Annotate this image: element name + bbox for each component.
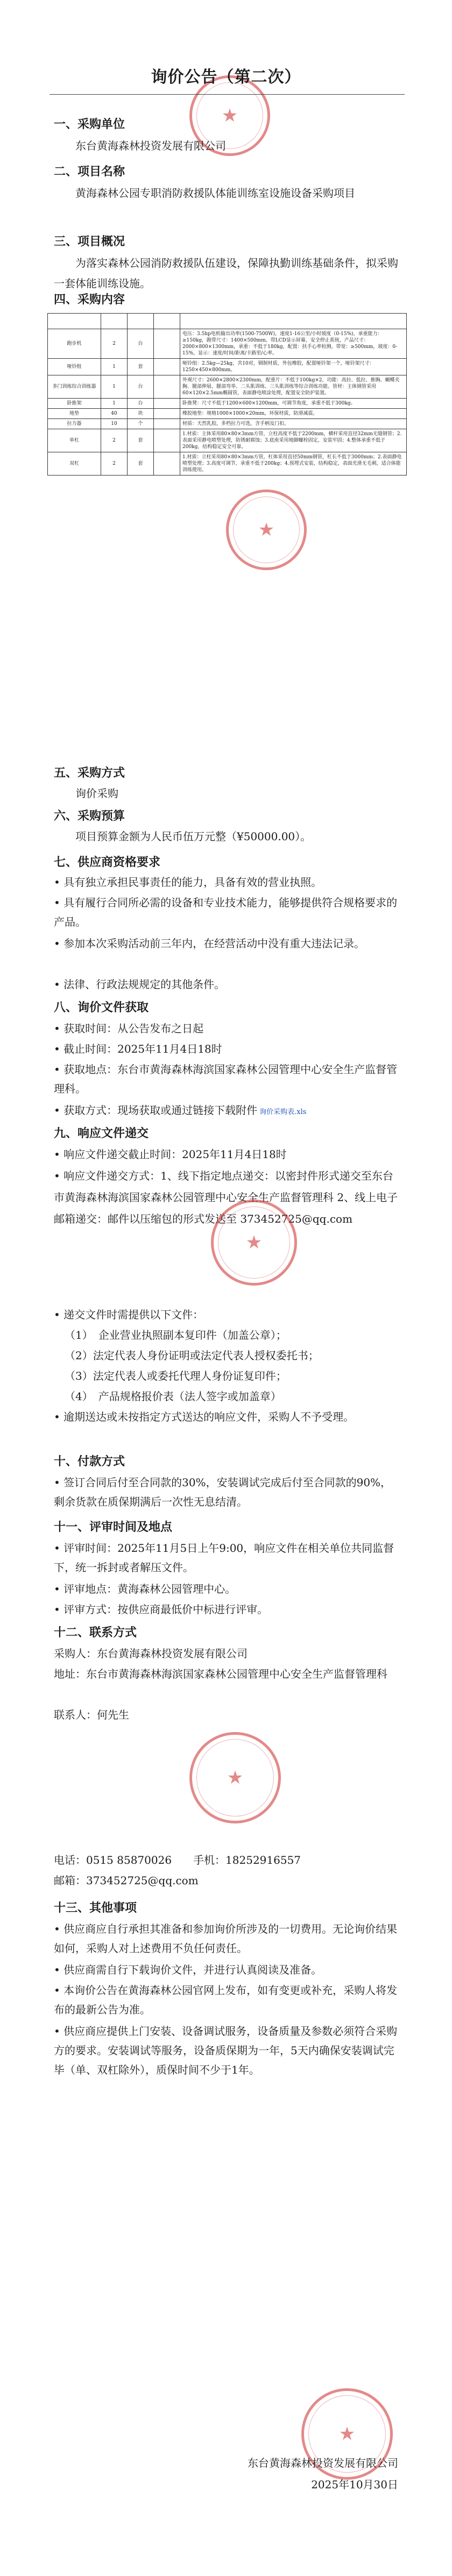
official-seal-top: ★ [189,75,270,156]
table-cell: 材质：天然乳胶，多档拉力可选，含手柄及门扣。 [180,419,407,429]
table-cell: 哑铃组 [48,359,101,375]
list-item: • 获取时间：从公告发布之日起 [54,1022,204,1035]
list-item: • 递交文件时需提供以下文件： [54,1308,204,1321]
table-cell: 1 [101,359,128,375]
table-row [48,399,407,409]
table-header-cell [154,314,180,329]
signature-org: 东台黄海森林投资发展有限公司 [248,2457,398,2469]
official-seal-middle: ★ [211,1200,297,1286]
contact-line: 邮箱：373452725@qq.com [54,1874,199,1887]
table-cell: 2 [101,429,128,452]
table-cell: 10 [101,419,128,429]
table-cell: 台 [128,329,154,359]
section-heading: 八、询价文件获取 [54,1000,149,1014]
document-item: （3）法定代表人或委托代理人身份证复印件； [65,1369,287,1382]
table-cell: 多门训练综合训练器 [48,375,101,399]
table-cell [154,399,180,409]
section-heading: 七、供应商资格要求 [54,855,161,869]
list-item: • 评审地点：黄海森林公园管理中心。 [54,1582,236,1595]
table-cell: 外观尺寸：2600×2800×2300mm，配重片：不低于100kg×2，功能：高拉、低拉、推胸、蝴蝶夹胸、腿部伸展、腿部弯举、二头肌训练、三头肌训练等综合训练功能。管材：主体钢管采用60×120×2.5mm椭圆管，表面静电喷涂处理，配置安全防护装置。 [180,375,407,399]
list-item: • 响应文件递交方式：1、线下指定地点递交：以密封件形式递交至东台市黄海森林海滨国家森林公园管理中心安全生产监督管理科 2、线上电子邮箱递交：邮件以压缩包的形式发送至 373452725@qq.com [54,1169,398,1225]
table-cell [154,419,180,429]
table-cell: 套 [128,359,154,375]
table-cell: 卧推凳：尺寸不低于1200×600×1200mm，可调节角度，承重不低于300kg。 [180,399,407,409]
section-body: 询价采购 [75,787,118,800]
section-heading: 十三、其他事项 [54,1901,137,1915]
section-body: 黄海森林公园专职消防救援队体能训练室设施设备采购项目 [75,187,355,200]
table-cell: 个 [128,419,154,429]
list-item: • 获取地点：东台市黄海森林海滨国家森林公园管理中心安全生产监督管理科。 [54,1063,398,1095]
table-cell: 套 [128,452,154,476]
list-item: • 签订合同后付至合同款的30%，安装调试完成后付至合同款的90%，剩余货款在质保期满后一次性无息结清。 [54,1476,392,1508]
table-cell: 2 [101,452,128,476]
section-body: 东台黄海森林投资发展有限公司 [75,139,226,152]
table-cell: 电压：3.5hp电机输出功率(1500-7500W)，速度1-16公里/小时坡度（0-15%)，承重能力：≥150kg，跑带尺寸：1400×500mm，带LCD显示屏幕，安全停止系统，产品尺寸：2000×800×1300mm，承重：不低于180kg，配置：扶手心率检测，带宽：≥500mm，坡度：0-15%，显示：速度/时间/距离/卡路里/心率。 [180,329,407,359]
table-cell [154,452,180,476]
official-seal-table: ★ [226,489,307,570]
table-row [48,359,407,375]
table-row [48,452,407,476]
page-title: 询价公告（第二次） [151,68,301,87]
document-item: （4） 产品规格报价表（法人签字或加盖章） [65,1390,281,1403]
table-cell: 台 [128,399,154,409]
list-item: • 逾期送达或未按指定方式送达的响应文件，采购人不予受理。 [54,1410,355,1423]
list-item: • 评审方式：按供应商最低价中标进行评审。 [54,1603,269,1616]
table-cell [154,329,180,359]
table-header-cell [128,314,154,329]
list-item: • 供应商应自行承担其准备和参加询价所涉及的一切费用。无论询价结果如何，采购人对上述费用不负任何责任。 [54,1922,398,1955]
table-cell: 1 [101,399,128,409]
procurement-table [47,313,407,476]
list-item: • 本询价公告在黄海森林公园官网上发布，如有变更或补充，采购人将发布的最新公告为准。 [54,1984,398,2016]
list-item: • 具有独立承担民事责任的能力，具备有效的营业执照。 [54,876,322,889]
list-item: • 法律、行政法规规定的其他条件。 [54,978,225,991]
table-cell: 哑铃组：2.5kg—25kg，共10对，钢制材质，外包橡胶，配置哑铃架一个，哑铃架尺寸：1250×450×800mm。 [180,359,407,375]
section-heading: 五、采购方式 [54,766,125,780]
table-cell: 橡胶地垫：规格1000×1000×20mm，环保材质，防滑减震。 [180,409,407,419]
section-body: 项目预算金额为人民币伍万元整（¥50000.00）。 [75,830,312,843]
list-item: • 具有履行合同所必需的设备和专业技术能力，能够提供符合规格要求的产品。 [54,896,398,928]
table-cell: 1.材质：立柱采用80×80×3mm方管，杠体采用直径50mm钢管，杠长不低于3000mm；2.表面静电喷塑处理；3.高度可调节，承重不低于200kg；4.预埋式安装，结构稳定，表面光滑无毛刺，适合体能训练使用。 [180,452,407,476]
section-body: 为落实森林公园消防救援队伍建设，保障执勤训练基础条件，拟采购一套体能训练设施。 [54,257,398,290]
section-heading: 三、项目概况 [54,235,125,249]
table-cell: 40 [101,409,128,419]
list-item: • 响应文件递交截止时间：2025年11月4日18时 [54,1148,287,1161]
table-cell: 套 [128,429,154,452]
table-cell: 台 [128,375,154,399]
section-heading: 十一、评审时间及地点 [54,1520,173,1534]
table-cell: 跑步机 [48,329,101,359]
table-header-cell [101,314,128,329]
table-cell: 卧推架 [48,399,101,409]
table-cell [154,429,180,452]
official-seal-contact: ★ [189,1732,281,1823]
contact-line: 联系人：何先生 [54,1708,129,1721]
list-item: • 评审时间：2025年11月5日上午9:00，响应文件在相关单位共同监督下，统一拆封或者解压文件。 [54,1542,394,1574]
table-cell: 1.材质：主体采用80×80×3mm方管，立柱高度不低于2200mm，横杆采用直径32mm无缝钢管；2.表面采用静电喷塑处理，防锈耐腐蚀；3.底座采用地脚螺栓固定，安装牢固；4.整体承重不低于200kg，结构稳定安全可靠。 [180,429,407,452]
table-header-cell [48,314,101,329]
table-cell: 地垫 [48,409,101,419]
contact-line: 地址：东台市黄海森林海滨国家森林公园管理中心安全生产监督管理科 [54,1667,387,1680]
document-item: （1） 企业营业执照副本复印件（加盖公章）； [65,1329,287,1342]
table-row [48,409,407,419]
table-cell: 1 [101,375,128,399]
table-cell: 双杠 [48,452,101,476]
table-cell [154,409,180,419]
official-seal-signature: ★ [301,2388,393,2480]
table-cell [154,359,180,375]
document-item: （2）法定代表人身份证明或法定代表人授权委托书； [65,1349,319,1362]
table-cell: 单杠 [48,429,101,452]
contact-line: 电话：0515 85870026 手机：18252916557 [54,1854,301,1867]
table-row [48,419,407,429]
section-heading: 十二、联系方式 [54,1626,137,1640]
table-header-row [48,314,407,329]
table-row [48,329,407,359]
table-row [48,429,407,452]
section-heading: 一、采购单位 [54,117,125,131]
list-item: • 供应商应提供上门安装、设备调试服务，设备质量及参数必须符合采购方的要求。安装调试等服务，设备质保期为一年，5天内确保安装调试完毕（单、双杠除外），质保时间不少于1年。 [54,2025,398,2076]
table-cell: 2 [101,329,128,359]
contact-line: 采购人：东台黄海森林投资发展有限公司 [54,1647,248,1660]
section-heading: 六、采购预算 [54,809,125,823]
list-item: • 截止时间：2025年11月4日18时 [54,1042,222,1055]
list-item: • 获取方式：现场获取或通过链接下载附件 询价采购表.xls [54,1104,307,1117]
table-row [48,375,407,399]
list-item: • 参加本次采购活动前三年内，在经营活动中没有重大违法记录。 [54,937,365,950]
section-heading: 十、付款方式 [54,1454,125,1468]
title-divider [50,94,405,95]
section-heading: 二、项目名称 [54,165,125,179]
section-heading: 九、响应文件递交 [54,1126,149,1140]
table-cell: 块 [128,409,154,419]
signature-date: 2025年10月30日 [311,2478,398,2491]
table-header-cell [180,314,407,329]
list-item: • 供应商需自行下载询价文件，并进行认真阅读及准备。 [54,1963,322,1976]
attachment-link[interactable]: 询价采购表.xls [259,1108,307,1116]
section-heading: 四、采购内容 [54,293,125,307]
table-cell: 拉力器 [48,419,101,429]
table-cell [154,375,180,399]
